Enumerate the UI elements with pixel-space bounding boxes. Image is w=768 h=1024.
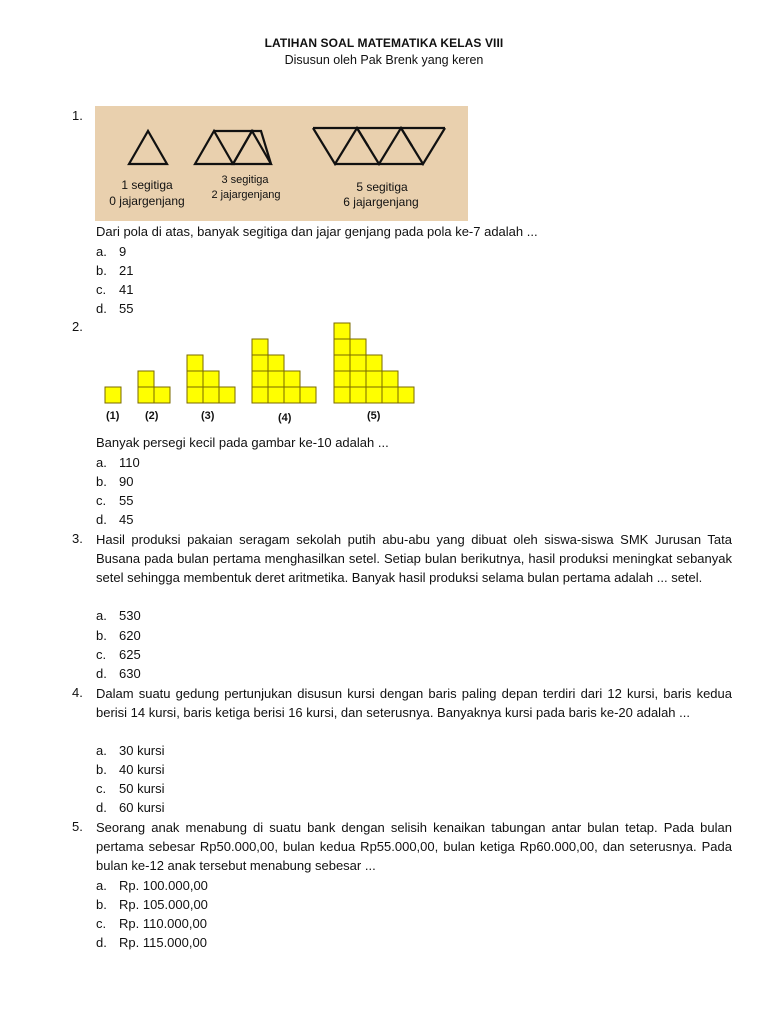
q1-option-d[interactable]: d. 55 [96, 301, 134, 316]
question-5-text: Seorang anak menabung di suatu bank dengan selisih kenaikan tabungan antar bulan tetap. Pada bulan pertama sebesar Rp50.000,00, bulan kedua Rp55.000,00, bulan ketiga Rp60.000,00, dan seterusnya. Pada bulan ke-12 anak tersebut menabung sebesar ... [96, 820, 732, 874]
q1-option-a[interactable]: a. 9 [96, 244, 127, 259]
pattern-2-square [138, 387, 154, 403]
caption1-line2: 0 jajargenjang [109, 194, 185, 208]
pattern1-triangle [129, 131, 167, 164]
pattern-4-square [252, 387, 268, 403]
pattern-4-square [268, 387, 284, 403]
question-4-number: 4. [72, 685, 83, 700]
caption2-line1: 3 segitiga [221, 174, 269, 186]
figure-label-2: (2) [145, 410, 159, 422]
q3-option-c[interactable]: c. 625 [96, 647, 141, 662]
question-3-number: 3. [72, 531, 83, 546]
question-5-number: 5. [72, 819, 83, 834]
figure-label-4: (4) [278, 412, 292, 424]
pattern-4-square [252, 355, 268, 371]
pattern-3-square [219, 387, 235, 403]
question-3-text: Hasil produksi pakaian seragam sekolah putih abu-abu yang dibuat oleh siswa-siswa SMK Jurusan Tata Busana pada bulan pertama menghasilkan setel. Setiap bulan berikutnya, hasil produksi meningkat sebanyak setel sehingga membentuk deret aritmetika. Banyak hasil produksi selama bulan pertama adalah ... setel. [96, 532, 732, 586]
figure-label-3: (3) [201, 410, 215, 422]
pattern-5-square [350, 371, 366, 387]
q2-option-c[interactable]: c. 55 [96, 493, 134, 508]
pattern-5-square [334, 355, 350, 371]
caption3-line1: 5 segitiga [356, 180, 408, 194]
pattern-5-square [334, 323, 350, 339]
pattern-5-square [334, 371, 350, 387]
q4-option-b[interactable]: b. 40 kursi [96, 762, 165, 777]
pattern-5-square [350, 355, 366, 371]
q2-option-b[interactable]: b. 90 [96, 474, 134, 489]
q5-option-d[interactable]: d. Rp. 115.000,00 [96, 935, 207, 950]
pattern-5-square [350, 339, 366, 355]
question-2-text: Banyak persegi kecil pada gambar ke-10 adalah ... [96, 435, 389, 450]
pattern-3-square [187, 387, 203, 403]
page-title: LATIHAN SOAL MATEMATIKA KELAS VIII [264, 36, 504, 50]
pattern-4-square [252, 371, 268, 387]
caption2-line2: 2 jajargenjang [211, 189, 281, 201]
pattern-2-square [138, 371, 154, 387]
pattern-1-square [105, 387, 121, 403]
pattern-3-square [203, 387, 219, 403]
caption3-line2: 6 jajargenjang [343, 195, 419, 209]
pattern-3-square [187, 355, 203, 371]
pattern2-triangle-a [195, 131, 233, 164]
figure-label-1: (1) [106, 410, 120, 422]
pattern3-zigzag [313, 128, 445, 164]
pattern-5-square [382, 387, 398, 403]
q5-option-a[interactable]: a. Rp. 100.000,00 [96, 878, 208, 893]
q1-option-c[interactable]: c. 41 [96, 282, 134, 297]
q3-option-b[interactable]: b. 620 [96, 628, 141, 643]
q4-option-a[interactable]: a. 30 kursi [96, 743, 165, 758]
q3-option-d[interactable]: d. 630 [96, 666, 141, 681]
q4-option-c[interactable]: c. 50 kursi [96, 781, 165, 796]
q3-option-a[interactable]: a. 530 [96, 608, 141, 623]
pattern-5-square [398, 387, 414, 403]
question-1-text: Dari pola di atas, banyak segitiga dan jajar genjang pada pola ke-7 adalah ... [96, 224, 538, 239]
pattern-4-square [268, 355, 284, 371]
caption1-line1: 1 segitiga [121, 178, 173, 192]
q5-option-b[interactable]: b. Rp. 105.000,00 [96, 897, 208, 912]
pattern-4-square [268, 371, 284, 387]
page-subtitle: Disusun oleh Pak Brenk yang keren [284, 53, 484, 67]
q2-option-a[interactable]: a. 110 [96, 455, 140, 470]
question-4-text: Dalam suatu gedung pertunjukan disusun kursi dengan baris paling depan terdiri dari 12 kursi, baris kedua berisi 14 kursi, baris ketiga berisi 16 kursi, dan seterusnya. Banyaknya kursi pada baris ke-20 adalah ... [96, 686, 732, 721]
pattern-5-square [366, 355, 382, 371]
pattern-5-square [334, 339, 350, 355]
pattern-5-square [350, 387, 366, 403]
pattern-5-square [382, 371, 398, 387]
pattern-3-square [203, 371, 219, 387]
pattern-2-square [154, 387, 170, 403]
pattern-5-square [334, 387, 350, 403]
q4-option-d[interactable]: d. 60 kursi [96, 800, 165, 815]
pattern-5-square [366, 387, 382, 403]
q5-option-c[interactable]: c. Rp. 110.000,00 [96, 916, 207, 931]
figure-label-5: (5) [367, 410, 381, 422]
pattern-4-square [284, 387, 300, 403]
pattern-4-square [300, 387, 316, 403]
question-1-number: 1. [72, 108, 83, 123]
pattern-4-square [284, 371, 300, 387]
pattern3-inner-2 [401, 128, 412, 146]
pattern-3-square [187, 371, 203, 387]
q1-option-b[interactable]: b. 21 [96, 263, 134, 278]
pattern3-inner-1 [357, 128, 368, 146]
pattern-4-square [252, 339, 268, 355]
q2-option-d[interactable]: d. 45 [96, 512, 134, 527]
question-2-number: 2. [72, 319, 83, 334]
pattern2-triangle-b [214, 131, 252, 164]
pattern-5-square [366, 371, 382, 387]
square-staircase-figure [97, 322, 427, 432]
triangle-pattern-figure [95, 106, 468, 221]
